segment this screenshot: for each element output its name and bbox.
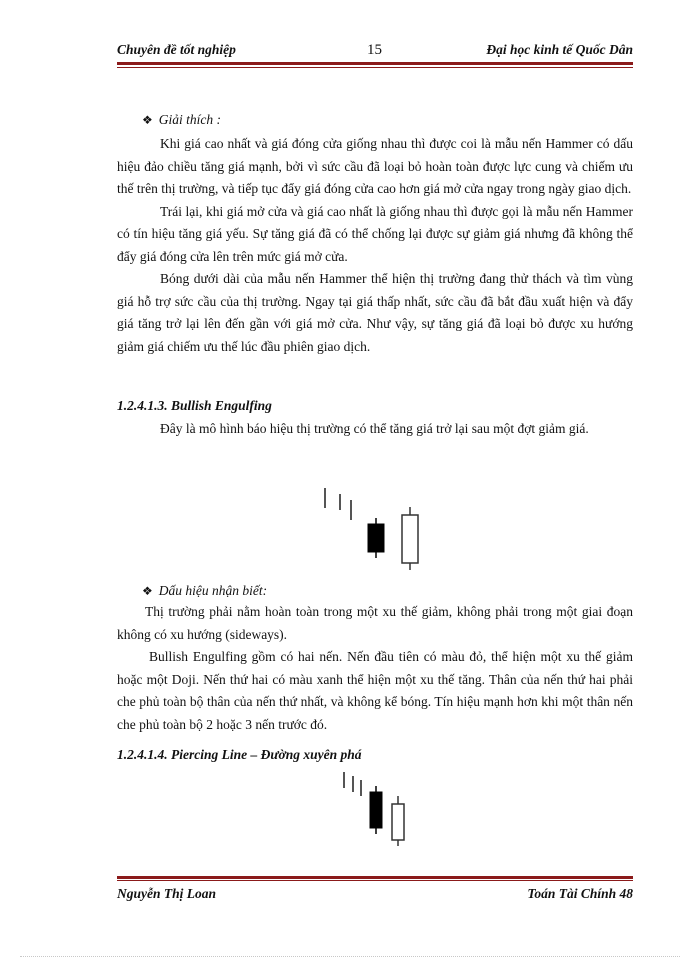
- header-rule-thin: [117, 67, 633, 68]
- explain-paragraph-2: Trái lại, khi giá mở cửa và giá cao nhất là giống nhau thì được gọi là mẫu nến Hammer có tín hiệu tăng giá yếu. Sự tăng giá đã có thể chống lại được sự giảm giá nhưng đã không thể đẩy giá đóng cửa lên trên mức giá mở cửa.: [117, 203, 633, 264]
- header-university: Đại học kinh tế Quốc Dân: [486, 42, 633, 57]
- page-bottom-dotted-line: [20, 956, 680, 957]
- page-number: 15: [367, 42, 382, 58]
- bullish-intro: [117, 418, 633, 441]
- explain-body: [117, 133, 633, 358]
- footer-author: Nguyễn Thị Loan: [117, 886, 217, 901]
- diamond-bullet-icon: ❖: [142, 113, 153, 127]
- bullish-bullet: [142, 583, 267, 599]
- bullish-heading: 1.2.4.1.3. Bullish Engulfing: [117, 398, 272, 413]
- diamond-bullet-icon: ❖: [142, 584, 153, 598]
- explain-bullet-label: Giải thích :: [158, 112, 222, 127]
- explain-paragraph-1: Khi giá cao nhất và giá đóng cửa giống nhau thì được coi là mẫu nến Hammer có dấu hiệu đảo chiều tăng giá mạnh, bởi vì sức cầu đã loại bỏ hoàn toàn được lực cung và chiếm ưu thế trên thị trường, và tiếp tục đẩy giá đóng cửa cao hơn giá mở cửa ngay trong ngày giao dịch.: [117, 136, 633, 196]
- header-title: Chuyên đề tốt nghiệp: [117, 42, 236, 57]
- footer-rule-thick: [117, 876, 633, 879]
- bullish-candle-body: [402, 515, 418, 563]
- bullish-candle-body: [392, 804, 404, 840]
- piercing-heading: 1.2.4.1.4. Piercing Line – Đường xuyên phá: [117, 747, 362, 762]
- piercing-line-figure: [335, 768, 415, 848]
- explain-paragraph-3: Bóng dưới dài của mẫu nến Hammer thể hiện thị trường đang thử thách và tìm vùng giá hỗ trợ sức cầu của thị trường. Ngay tại giá thấp nhất, sức cầu đã bắt đầu xuất hiện và đẩy giá tăng trở lại lên đến gần với giá mở cửa. Như vậy, sự tăng giá đã loại bỏ được xu hướng giảm giá chiếm ưu thế lúc đầu phiên giao dịch.: [117, 271, 633, 354]
- bullish-paragraph-1: Thị trường phải nằm hoàn toàn trong một xu thế giảm, không phải trong một giai đoạn không có xu hướng (sideways).: [117, 604, 633, 642]
- explain-bullet: [142, 112, 221, 128]
- bearish-candle-body: [370, 792, 382, 828]
- bullish-paragraph-2: Bullish Engulfing gồm có hai nến. Nến đầu tiên có màu đỏ, thể hiện một xu thế giảm hoặc một Doji. Nến thứ hai có màu xanh thể hiện một xu thế tăng. Thân của nến thứ hai phải che phủ toàn bộ thân của nến thứ nhất, và không kể bóng. Tín hiệu mạnh hơn khi một thân nến che phủ toàn bộ 2 hoặc 3 nến trước đó.: [117, 649, 633, 732]
- footer-program: Toán Tài Chính 48: [527, 886, 633, 901]
- bullish-intro-paragraph: Đây là mô hình báo hiệu thị trường có thể tăng giá trở lại sau một đợt giảm giá.: [160, 421, 589, 436]
- bullish-body: [117, 601, 633, 736]
- bullish-engulfing-figure: [310, 480, 430, 580]
- bearish-candle-body: [368, 524, 384, 552]
- bullish-bullet-label: Dấu hiệu nhận biết:: [158, 583, 268, 598]
- header-rule-thick: [117, 62, 633, 65]
- footer-rule-thin: [117, 880, 633, 881]
